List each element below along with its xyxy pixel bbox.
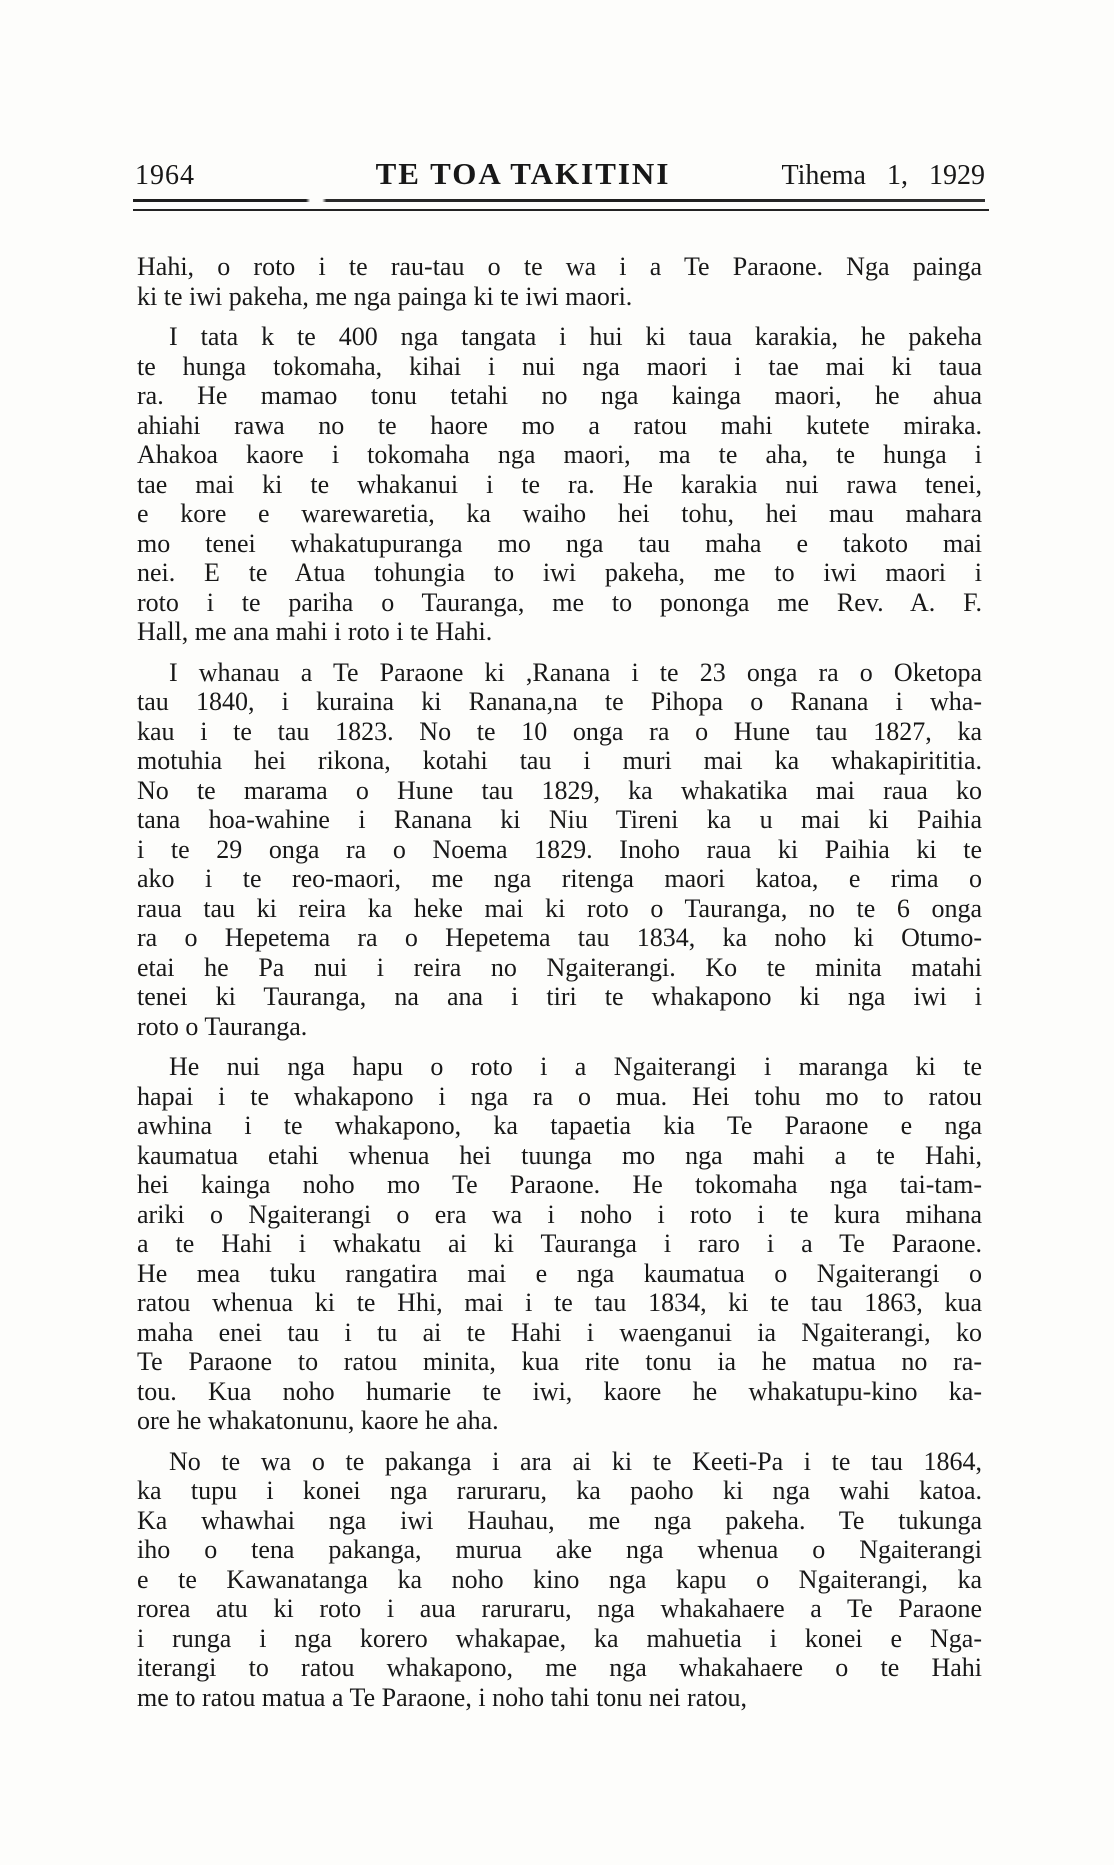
text-line: I whanau a Te Paraone ki ,Ranana i te 23 onga ra o Oketopa (169, 657, 982, 687)
text-line: hei kainga noho mo Te Paraone. He tokomaha nga tai-tam- (137, 1170, 982, 1199)
text-line: mo tenei whakatupuranga mo nga tau maha e takoto mai (137, 528, 982, 558)
text-line: etai he Pa nui i reira no Ngaiterangi. Ko te minita matahi (137, 952, 982, 982)
journal-title: TE TOA TAKITINI (375, 156, 671, 191)
text-line: i runga i nga korero whakapae, ka mahuetia i konei e Nga- (137, 1623, 982, 1653)
text-line: te hunga tokomaha, kihai i nui nga maori i tae mai ki taua (137, 351, 982, 381)
text-line: Ka whawhai nga iwi Hauhau, me nga pakeha. Te tukunga (137, 1505, 982, 1535)
text-line: e kore e warewaretia, ka waiho hei tohu, hei mau mahara (137, 499, 982, 528)
text-line: hapai i te whakapono i nga ra o mua. Hei tohu mo to ratou (137, 1081, 982, 1111)
text-line: e te Kawanatanga ka noho kino nga kapu o Ngaiterangi, ka (137, 1564, 982, 1594)
text-line: tau 1840, i kuraina ki Ranana,na te Pihopa o Ranana i wha- (137, 687, 982, 716)
text-line: maha enei tau i tu ai te Hahi i waenganui ia Ngaiterangi, ko (137, 1317, 982, 1347)
text-line: roto o Tauranga. (137, 1011, 308, 1041)
text-line: kaumatua etahi whenua hei tuunga mo nga mahi a te Hahi, (137, 1140, 982, 1170)
text-line: He nui nga hapu o roto i a Ngaiterangi i maranga ki te (169, 1052, 982, 1081)
text-line: I tata k te 400 nga tangata i hui ki taua karakia, he pakeha (169, 322, 982, 351)
paragraph (137, 1447, 982, 1713)
text-line: iho o tena pakanga, murua ake nga whenua o Ngaiterangi (137, 1535, 982, 1564)
text-line: me to ratou matua a Te Paraone, i noho tahi tonu nei ratou, (137, 1682, 747, 1712)
text-line: tou. Kua noho humarie te iwi, kaore he whakatupu-kino ka- (137, 1376, 982, 1406)
text-line: kau i te tau 1823. No te 10 onga ra o Hune tau 1827, ka (137, 716, 982, 746)
text-line: motuhia hei rikona, kotahi tau i muri mai ka whakapirititia. (137, 746, 982, 775)
text-line: awhina i te whakapono, ka tapaetia kia Te Paraone e nga (137, 1111, 982, 1140)
text-line: raua tau ki reira ka heke mai ki roto o Tauranga, no te 6 onga (137, 893, 982, 923)
text-line: ra. He mamao tonu tetahi no nga kainga maori, he ahua (137, 381, 982, 410)
text-line: roto i te pariha o Tauranga, me to pononga me Rev. A. F. (137, 587, 982, 617)
text-line: ki te iwi pakeha, me nga painga ki te iwi maori. (137, 281, 633, 311)
document-body (137, 252, 982, 1712)
text-line: Hall, me ana mahi i roto i te Hahi. (137, 617, 493, 646)
text-line: tenei ki Tauranga, na ana i tiri te whakapono ki nga iwi i (137, 982, 982, 1011)
text-line: iterangi to ratou whakapono, me nga whakahaere o te Hahi (137, 1653, 982, 1682)
text-line: No te wa o te pakanga i ara ai ki te Keeti-Pa i te tau 1864, (169, 1446, 982, 1476)
header-rule-bottom (133, 209, 989, 211)
page-number: 1964 (135, 160, 195, 191)
text-line: i te 29 onga ra o Noema 1829. Inoho raua ki Paihia ki te (137, 834, 982, 864)
text-line: ariki o Ngaiterangi o era wa i noho i roto i te kura mihana (137, 1199, 982, 1229)
text-line: ratou whenua ki te Hhi, mai i te tau 1834, ki te tau 1863, kua (137, 1288, 982, 1317)
text-line: ra o Hepetema ra o Hepetema tau 1834, ka noho ki Otumo- (137, 923, 982, 952)
paragraph (137, 658, 982, 1042)
text-line: ore he whakatonunu, kaore he aha. (137, 1406, 499, 1435)
header-rule-top (133, 199, 985, 202)
text-line: tana hoa-wahine i Ranana ki Niu Tireni ka u mai ki Paihia (137, 805, 982, 834)
paragraph (137, 1052, 982, 1436)
text-line: ako i te reo-maori, me nga ritenga maori katoa, e rima o (137, 864, 982, 893)
text-line: nei. E te Atua tohungia to iwi pakeha, me to iwi maori i (137, 558, 982, 587)
text-line: tae mai ki te whakanui i te ra. He karakia nui rawa tenei, (137, 469, 982, 499)
text-line: Hahi, o roto i te rau-tau o te wa i a Te Paraone. Nga painga (137, 252, 982, 281)
text-line: Te Paraone to ratou minita, kua rite tonu ia he matua no ra- (137, 1347, 982, 1376)
text-line: ka tupu i konei nga raruraru, ka paoho ki nga wahi katoa. (137, 1476, 982, 1505)
text-line: He mea tuku rangatira mai e nga kaumatua o Ngaiterangi o (137, 1258, 982, 1288)
text-line: ahiahi rawa no te haore mo a ratou mahi kutete miraka. (137, 410, 982, 440)
text-line: a te Hahi i whakatu ai ki Tauranga i raro i a Te Paraone. (137, 1229, 982, 1258)
text-line: No te marama o Hune tau 1829, ka whakatika mai raua ko (137, 775, 982, 805)
paragraph (137, 322, 982, 647)
issue-date: Tihema 1, 1929 (781, 160, 985, 191)
text-line: Ahakoa kaore i tokomaha nga maori, ma te aha, te hunga i (137, 440, 982, 469)
paragraph (137, 252, 982, 311)
text-line: rorea atu ki roto i aua raruraru, nga whakahaere a Te Paraone (137, 1594, 982, 1623)
page-header (135, 150, 985, 192)
